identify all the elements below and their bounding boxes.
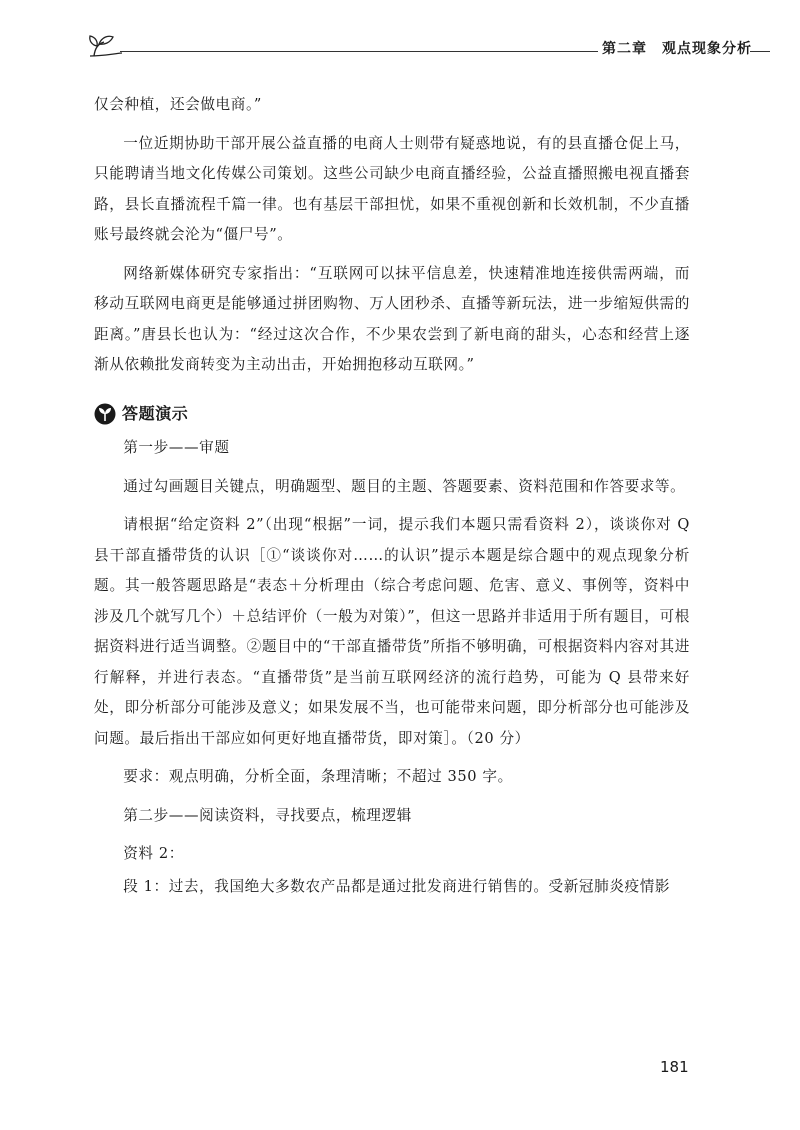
step-title: 第一步——审题 [123,439,230,456]
paragraph: 一位近期协助干部开展公益直播的电商人士则带有疑惑地说，有的县直播仓促上马，只能聘请当地文化传媒公司策划。这些公司缺少电商直播经验，公益直播照搬电视直播套路，县长直播流程千篇一律。也有基层干部担忧，如果不重视创新和长效机制，不少直播账号最终就会沦为“僵尸号”。 [94,134,690,243]
section-heading [94,399,690,430]
paragraph: 网络新媒体研究专家指出：“互联网可以抹平信息差，快速精准地连接供需两端，而移动互联网电商更是能够通过拼团购物、万人团秒杀、直播等新玩法，进一步缩短供需的距离。”唐县长也认为：“经过这次合作，不少果农尝到了新电商的甜头，心态和经营上逐渐从依赖批发商转变为主动出击，开始拥抱移动互联网。” [94,264,690,373]
chapter-title: 第二章 观点现象分析 [602,41,752,57]
leaf-badge-icon [94,403,116,425]
header-rule-right [750,51,770,52]
section-title: 答题演示 [122,403,189,423]
sprout-icon [86,32,122,58]
paragraph-continuation: 仅会种植，还会做电商。” [94,96,262,113]
requirement: 要求：观点明确，分析全面，条理清晰；不超过 350 字。 [123,768,513,785]
step-title: 第二步——阅读资料，寻找要点，梳理逻辑 [123,806,412,824]
paragraph: 段 1：过去，我国绝大多数农产品都是通过批发商进行销售的。受新冠肺炎疫情影 [123,877,671,895]
page-body [94,90,690,910]
paragraph: 通过勾画题目关键点，明确题型、题目的主题、答题要素、资料范围和作答要求等。 [123,477,686,495]
page-number: 181 [660,1058,689,1076]
question-paragraph: 请根据“给定资料 2”（出现“根据”一词，提示我们本题只需看资料 2），谈谈你对 Q 县干部直播带货的认识［①“谈谈你对……的认识”提示本题是综合题中的观点现象分析题。其一般答题思路是“表态＋分析理由（综合考虑问题、危害、意义、事例等，资料中涉及几个就写几个）＋总结评价（一般为对策）”，但这一思路并非适用于所有题目，可根据资料进行适当调整。②题目中的“干部直播带货”所指不够明确，可根据资料内容对其进行解释，并进行表态。“直播带货”是当前互联网经济的流行趋势，可能为 Q 县带来好处，即分析部分可能涉及意义；如果发展不当，也可能带来问题，即分析部分也可能涉及问题。最后指出干部应如何更好地直播带货，即对策］。（20 分） [94,516,690,747]
running-header [82,30,768,60]
header-rule-left [120,51,598,52]
material-label: 资料 2： [123,845,184,862]
